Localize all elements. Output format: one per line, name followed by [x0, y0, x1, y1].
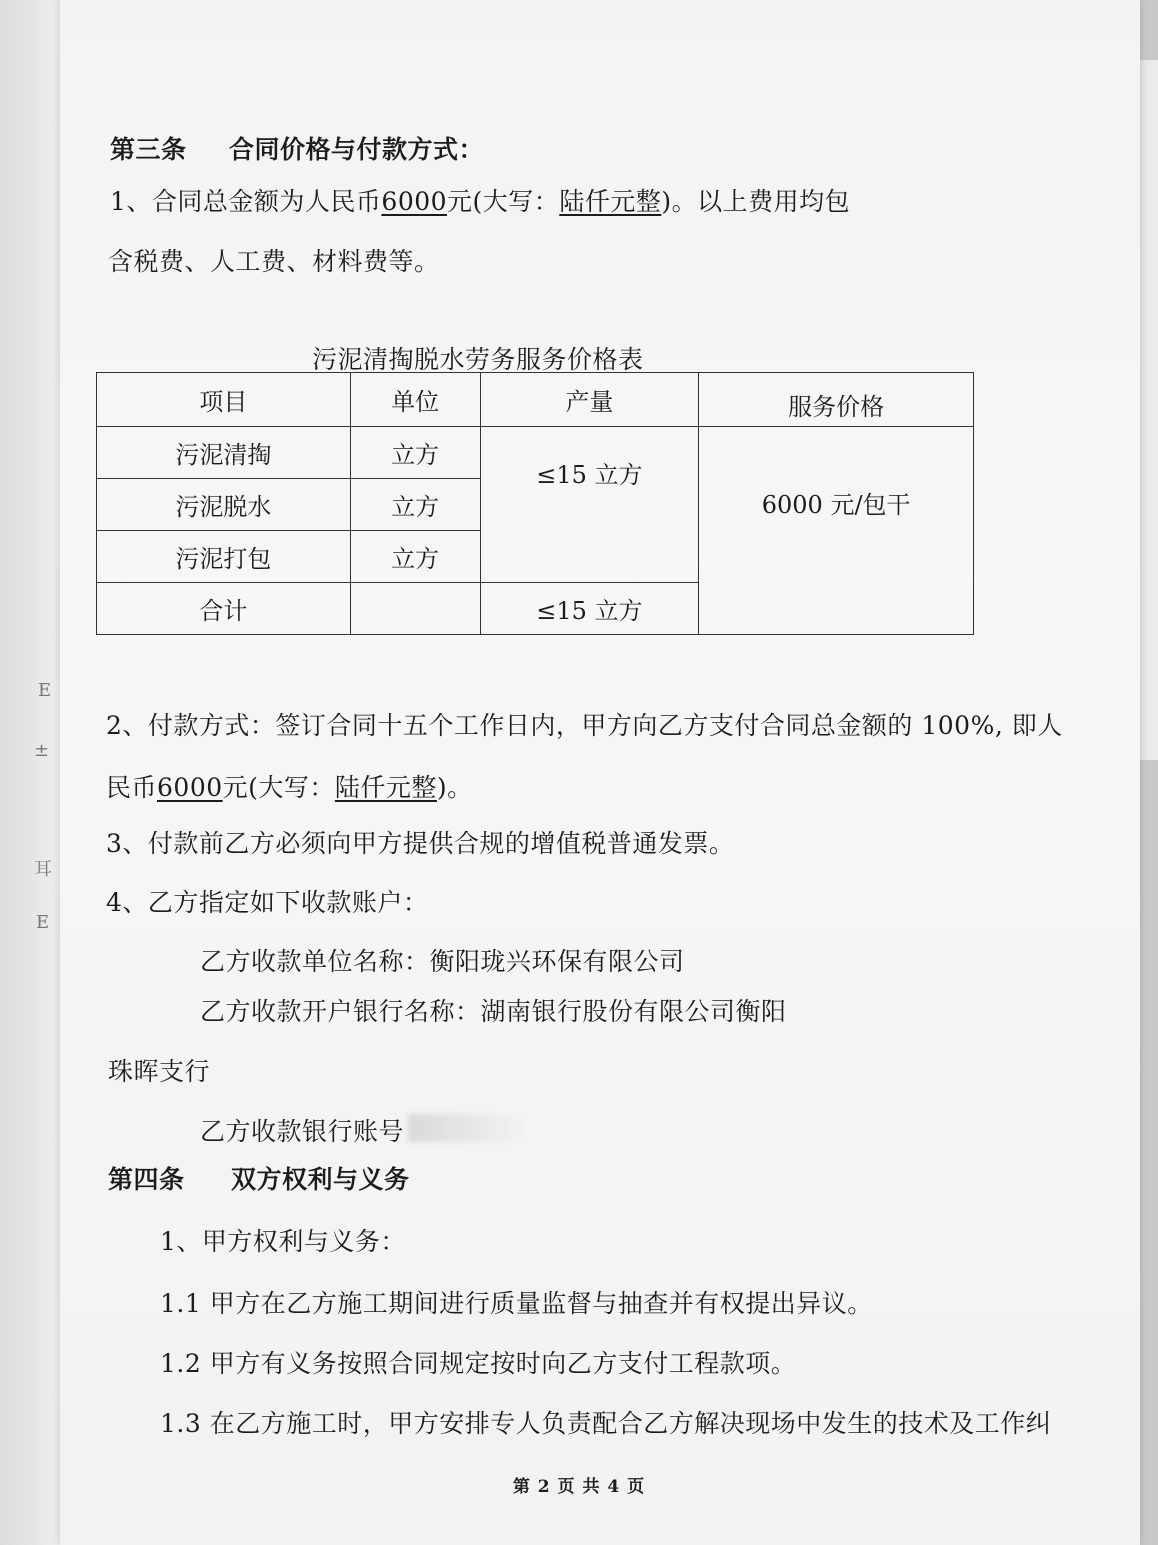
contract-amount: 6000 [381, 187, 448, 216]
header-item: 项目 [97, 373, 351, 427]
clause-1-text-c: )。以上费用均包 [661, 187, 851, 216]
header-unit: 单位 [350, 373, 480, 427]
clause-1-text-a: 1、合同总金额为人民币 [110, 187, 382, 216]
section-1-2: 1.2 甲方有义务按照合同规定按时向乙方支付工程款项。 [160, 1349, 797, 1378]
clause-3: 3、付款前乙方必须向甲方提供合规的增值税普通发票。 [106, 829, 735, 858]
merged-quantity: ≤15 立方 [480, 427, 699, 583]
row-item: 污泥打包 [97, 531, 351, 583]
clause-1 [110, 182, 850, 218]
section-1: 1、甲方权利与义务： [160, 1227, 406, 1256]
account-number-label: 乙方收款银行账号 [200, 1117, 405, 1146]
payment-amount-upper: 陆仟元整 [334, 773, 437, 802]
article4-title: 双方权利与义务 [230, 1165, 410, 1194]
margin-mark: E [38, 680, 52, 701]
header-price: 服务价格 [699, 373, 974, 427]
account-bank: 乙方收款开户银行名称：湖南银行股份有限公司衡阳 [200, 997, 787, 1026]
clause-2-text-c: )。 [436, 773, 473, 802]
clause-2-text-b: 元(大写： [222, 773, 335, 802]
total-unit [350, 583, 480, 635]
payment-amount: 6000 [157, 773, 223, 802]
price-table [96, 372, 974, 635]
contract-amount-upper: 陆仟元整 [559, 187, 662, 216]
article3-title: 合同价格与付款方式： [228, 135, 484, 164]
margin-mark: 耳 [34, 859, 52, 880]
section-1-1: 1.1 甲方在乙方施工期间进行质量监督与抽查并有权提出异议。 [160, 1289, 873, 1318]
clause-4: 4、乙方指定如下收款账户： [106, 888, 429, 917]
account-bank-cont: 珠晖支行 [108, 1057, 211, 1086]
clause-1-text-b: 元(大写： [447, 187, 560, 216]
clause-2: 2、付款方式：签订合同十五个工作日内，甲方向乙方支付合同总金额的 100%, 即人 [106, 711, 1063, 740]
header-quantity: 产量 [480, 373, 699, 427]
page-footer: 第 2 页 共 4 页 [512, 1477, 646, 1497]
total-label: 合计 [97, 583, 351, 635]
total-quantity: ≤15 立方 [480, 583, 699, 635]
article3-number: 第三条 [110, 135, 187, 164]
row-unit: 立方 [350, 531, 480, 583]
row-unit: 立方 [350, 427, 480, 479]
row-item: 污泥脱水 [97, 479, 351, 531]
merged-price: 6000 元/包干 [699, 427, 974, 635]
article3-heading [110, 130, 484, 166]
section-1-3: 1.3 在乙方施工时，甲方安排专人负责配合乙方解决现场中发生的技术及工作纠 [160, 1409, 1052, 1438]
clause-2-cont [106, 768, 473, 804]
margin-mark: ± [34, 740, 50, 761]
redacted-account-number [408, 1114, 528, 1142]
article4-heading [108, 1160, 409, 1196]
table-title: 污泥清掏脱水劳务服务价格表 [312, 345, 644, 374]
account-name: 乙方收款单位名称：衡阳珑兴环保有限公司 [200, 947, 685, 976]
clause-1-cont: 含税费、人工费、材料费等。 [108, 247, 440, 276]
article4-number: 第四条 [108, 1165, 185, 1194]
margin-mark: E [36, 912, 50, 933]
row-unit: 立方 [350, 479, 480, 531]
clause-2-text-a: 民币 [106, 773, 158, 802]
row-item: 污泥清掏 [97, 427, 351, 479]
